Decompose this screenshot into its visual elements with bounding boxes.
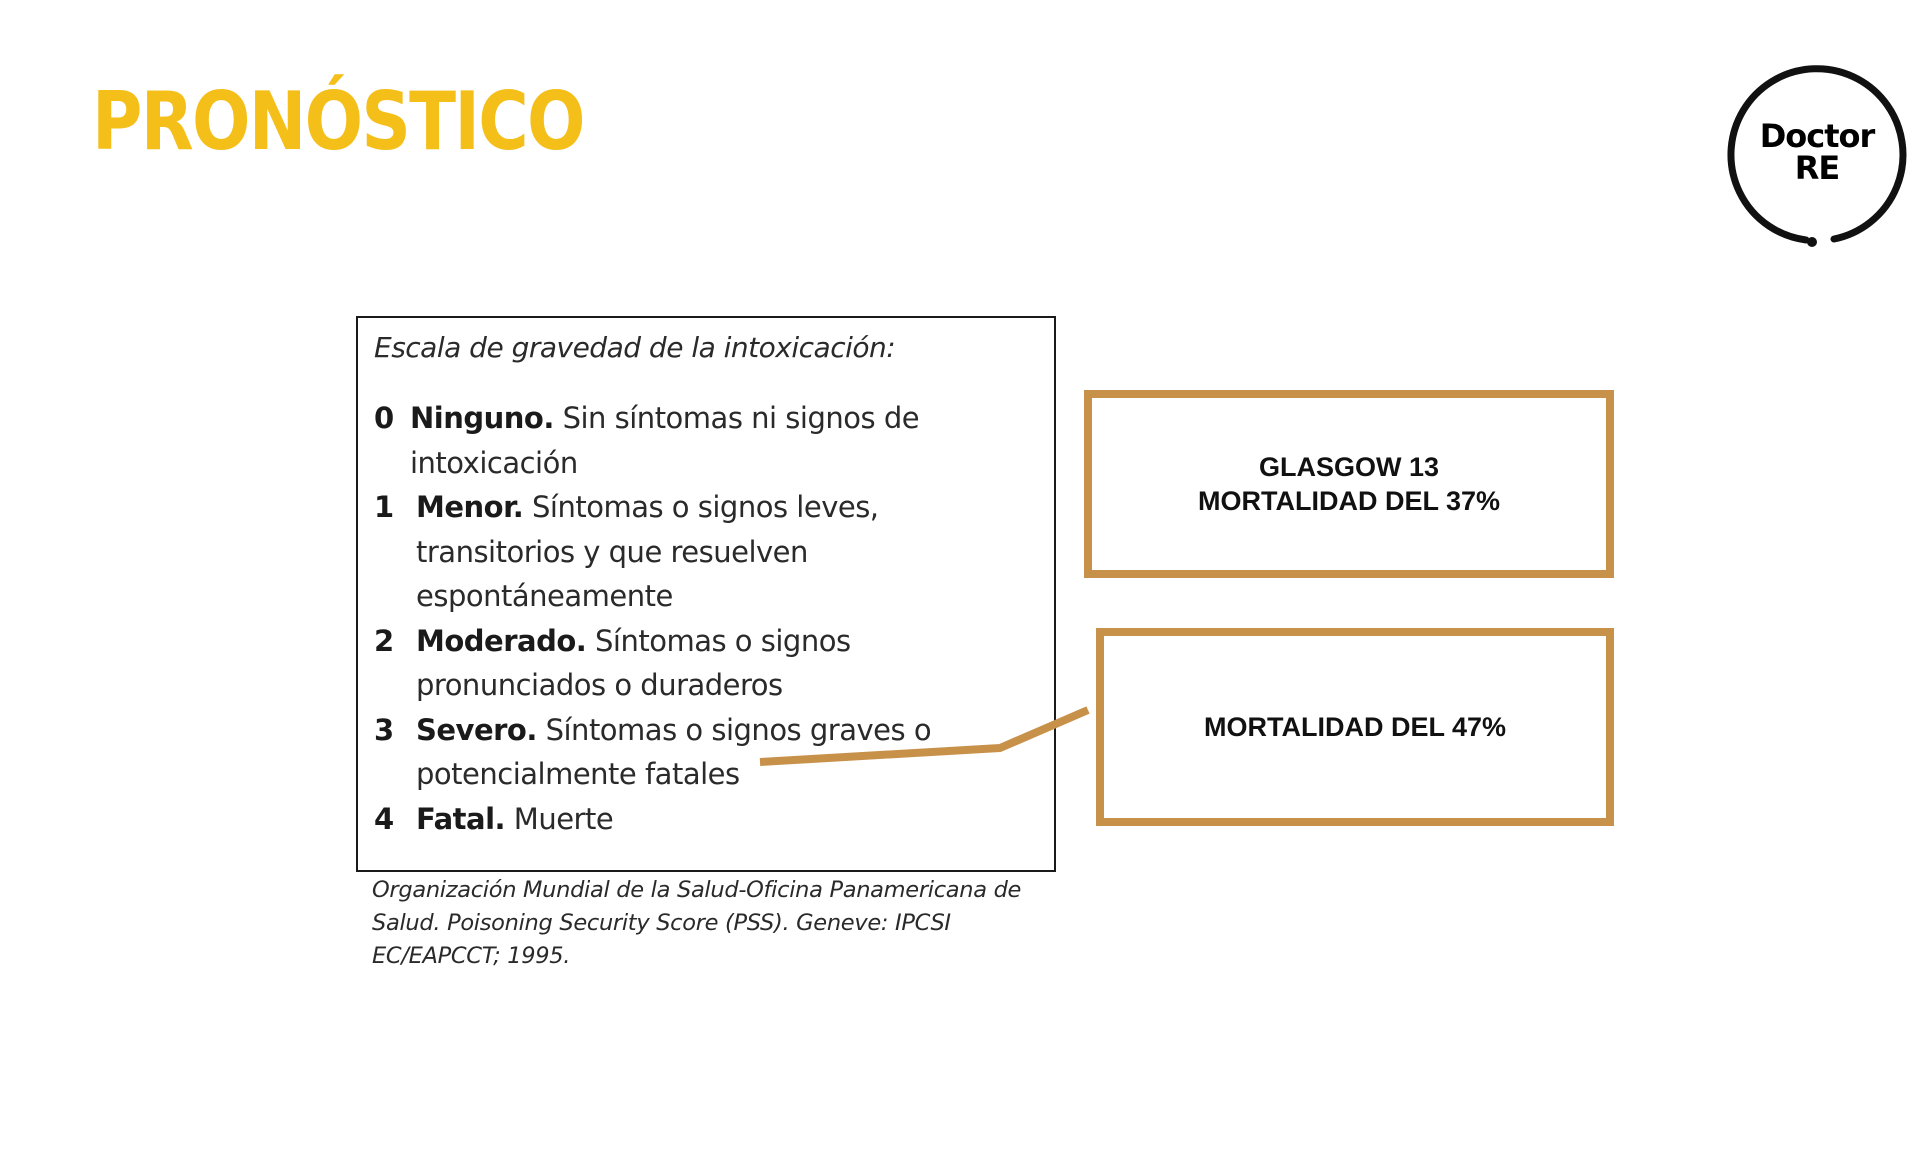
scale-item-number: 4 — [374, 801, 394, 836]
logo-text-line-1: Doctor — [1759, 117, 1875, 155]
scale-item-number: 1 — [374, 490, 394, 524]
scale-item-name: Severo. — [416, 712, 537, 747]
scale-item-description: Síntomas o signos graves o potencialmente fatales — [416, 712, 932, 791]
callout-line: MORTALIDAD DEL 47% — [1203, 712, 1507, 742]
callout-line: GLASGOW 13 — [1258, 452, 1440, 482]
scale-item-description: Síntomas o signos pronunciados o duraderos — [416, 623, 851, 702]
scale-item-number: 0 — [374, 401, 394, 435]
slide-title: PRONÓSTICO — [92, 75, 584, 168]
scale-item-name: Ninguno. — [410, 401, 554, 435]
scale-item-description: Muerte — [513, 801, 614, 836]
callout-line: MORTALIDAD DEL 37% — [1197, 486, 1501, 516]
scale-item-number: 2 — [374, 623, 394, 658]
logo-text-line-2: RE — [1794, 149, 1840, 187]
scale-item-name: Menor. — [416, 490, 524, 524]
scale-item-description: Síntomas o signos leves, transitorios y que resuelven espontáneamente — [416, 490, 879, 613]
scale-item-number: 3 — [374, 712, 394, 747]
scale-citation: Organización Mundial de la Salud-Oficina Panamericana de Salud. Poisoning Security Score (PSS). Geneve: IPCSI EC/EAPCCT; 1995. — [372, 877, 1022, 969]
scale-item-name: Fatal. — [416, 801, 506, 836]
scale-item-description: Sin síntomas ni signos de intoxicación — [410, 401, 920, 480]
scale-heading: Escala de gravedad de la intoxicación: — [374, 331, 896, 364]
scale-item-name: Moderado. — [416, 623, 587, 658]
